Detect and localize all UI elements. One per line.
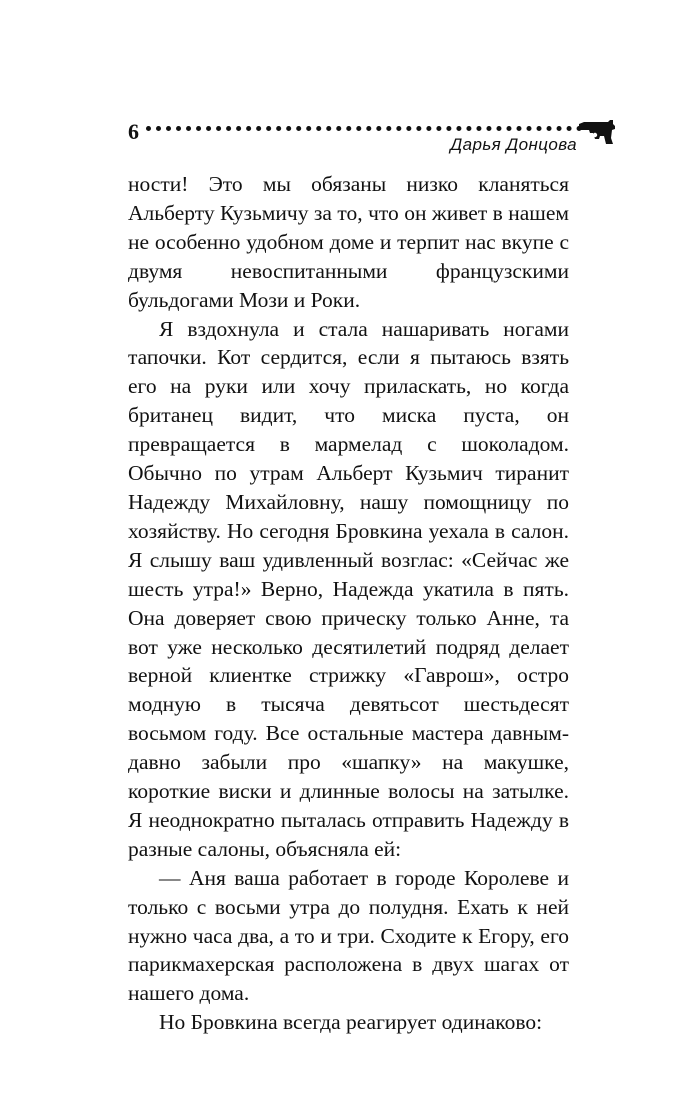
body-text (128, 170, 569, 1037)
dialogue-line: — Аня ваша работает в городе Королеве и только с восьми утра до полудня. Ехать к ней нужно часа два, а то и три. Сходите к Егору, его парикмахерская расположена в двух шагах от нашего дома. (128, 865, 569, 1006)
paragraph-continuation: ности! Это мы обязаны низко кланяться Альберту Кузьмичу за то, что он живет в нашем не особенно удобном доме и терпит нас вкупе с двумя невоспитанными французскими бульдогами Мози и Роки. (128, 172, 569, 312)
revolver-icon (578, 116, 616, 146)
paragraph: Я вздохнула и стала нашаривать ногами тапочки. Кот сердится, если я пытаюсь взять его на руки или хочу приласкать, но когда британец видит, что миска пуста, он превращается в мармелад с шоколадом. Обычно по утрам Альберт Кузьмич тиранит Надежду Михайловну, нашу помощницу по хозяйству. Но сегодня Бровкина уехала в салон. Я слышу ваш удивленный возглас: «Сейчас же шесть утра!» Верно, Надежда укатила в пять. Она доверяет свою прическу только Анне, та вот уже несколько десятилетий подряд делает верной клиентке стрижку «Гаврош», остро модную в тысяча девятьсот шестьдесят восьмом году. Все остальные мастера давным-давно забыли про «шапку» на макушке, короткие виски и длинные волосы на затылке. Я неоднократно пыталась отправить Надежду в разные салоны, объясняла ей: (128, 316, 569, 861)
running-header-author: Дарья Донцова (450, 135, 577, 154)
page-number: 6 (128, 119, 139, 144)
paragraph: Но Бровкина всегда реагирует одинаково: (159, 1010, 543, 1035)
header-dotted-rule (146, 126, 582, 131)
